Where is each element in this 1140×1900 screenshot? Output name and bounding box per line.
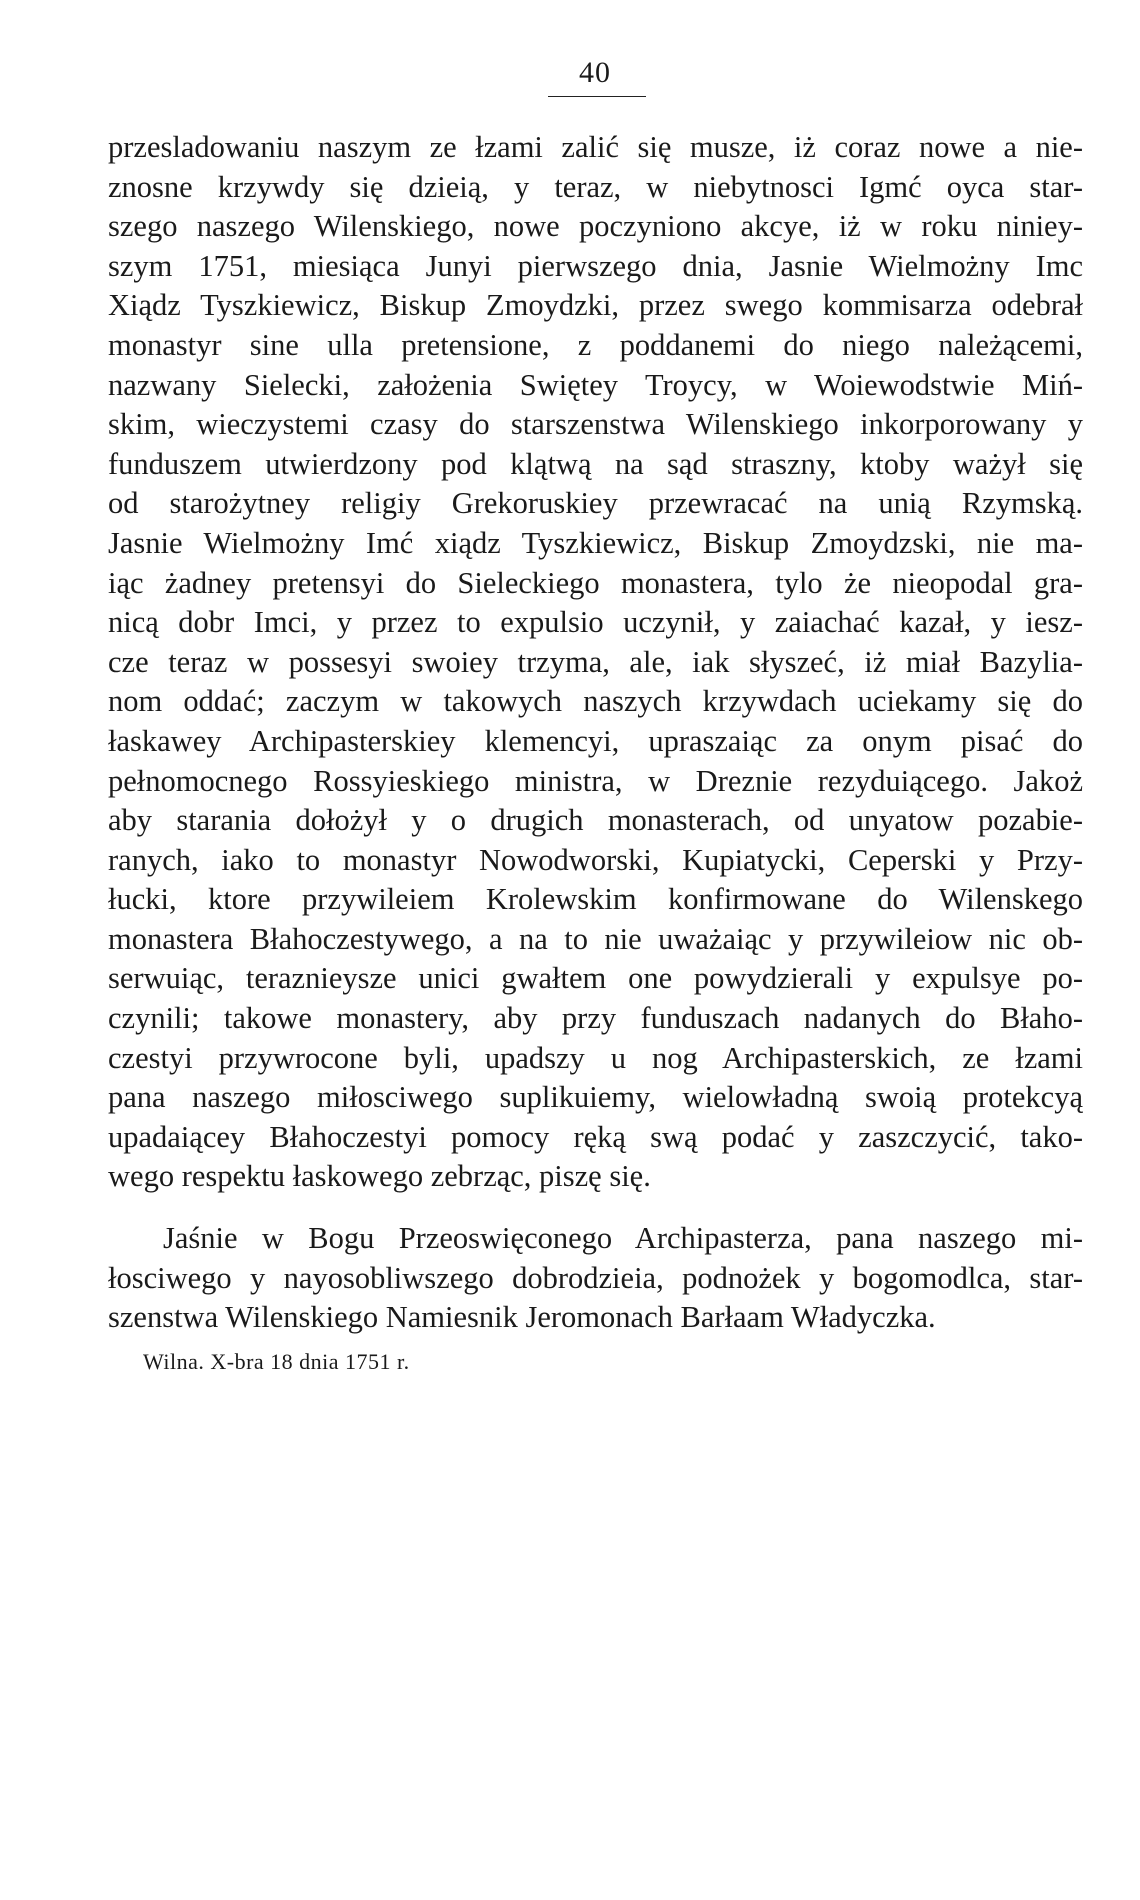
text-line: nicą dobr Imci, y przez to expulsio uczynił, y zaiachać kazał, y iesz- bbox=[108, 605, 1083, 640]
text-line: monastera Błahoczestywego, a na to nie uważaiąc y przywileiow nic ob- bbox=[108, 921, 1083, 956]
text-line: pana naszego miłosciwego suplikuiemy, wielowładną swoią protekcyą bbox=[108, 1080, 1083, 1115]
text-line: czynili; takowe monastery, aby przy funduszach nadanych do Błaho- bbox=[108, 1001, 1083, 1036]
paragraph-gap bbox=[108, 1197, 1083, 1219]
paragraph-1 bbox=[108, 128, 1083, 1197]
text-line: nom oddać; zaczym w takowych naszych krzywdach uciekamy się do bbox=[108, 684, 1083, 719]
text-line: monastyr sine ulla pretensione, z poddanemi do niego należącemi, bbox=[108, 327, 1083, 362]
text-line: łosciwego y nayosobliwszego dobrodzieia, podnożek y bogomodlca, star- bbox=[108, 1260, 1083, 1295]
text-line: od starożytney religiy Grekoruskiey przewracać na unią Rzymską. bbox=[108, 486, 1083, 521]
text-line: pełnomocnego Rossyieskiego ministra, w Dreznie rezyduiącego. Jakoż bbox=[108, 763, 1083, 798]
dateline: Wilna. X-bra 18 dnia 1751 r. bbox=[143, 1348, 410, 1374]
text-line: Jaśnie w Bogu Przeoswięconego Archipasterza, pana naszego mi- bbox=[163, 1221, 1083, 1256]
paragraph-2 bbox=[108, 1219, 1083, 1338]
text-line: funduszem utwierdzony pod klątwą na sąd straszny, ktoby ważył się bbox=[108, 446, 1083, 481]
text-line: szenstwa Wilenskiego Namiesnik Jeromonach Barłaam Władyczka. bbox=[108, 1300, 936, 1335]
text-line: cze teraz w possesyi swoiey trzyma, ale, iak słyszeć, iż miał Bazylia- bbox=[108, 644, 1083, 679]
text-line: ranych, iako to monastyr Nowodworski, Kupiatycki, Ceperski y Przy- bbox=[108, 842, 1083, 877]
page-number: 40 bbox=[579, 56, 611, 89]
text-line: skim, wieczystemi czasy do starszenstwa Wilenskiego inkorporowany y bbox=[108, 407, 1083, 442]
text-line: Xiądz Tyszkiewicz, Biskup Zmoydzki, przez swego kommisarza odebrał bbox=[108, 288, 1083, 323]
text-line: upadaiącey Błahoczestyi pomocy ręką swą podać y zaszczycić, tako- bbox=[108, 1119, 1083, 1154]
text-line: aby starania dołożył y o drugich monasterach, od unyatow pozabie- bbox=[108, 803, 1083, 838]
text-line: iąc żadney pretensyi do Sieleckiego monastera, tylo że nieopodal gra- bbox=[108, 565, 1083, 600]
text-line: nazwany Sielecki, założenia Swiętey Troycy, w Woiewodstwie Miń- bbox=[108, 367, 1083, 402]
text-line: Jasnie Wielmożny Imć xiądz Tyszkiewicz, Biskup Zmoydzski, nie ma- bbox=[108, 525, 1083, 560]
text-line: przesladowaniu naszym ze łzami zalić się musze, iż coraz nowe a nie- bbox=[108, 130, 1083, 164]
body-text bbox=[108, 128, 1083, 1378]
text-line: szym 1751, miesiąca Junyi pierwszego dnia, Jasnie Wielmożny Imc bbox=[108, 248, 1083, 283]
text-line: serwuiąc, teraznieysze unici gwałtem one powydzierali y expulsye po- bbox=[108, 961, 1083, 996]
text-line: łucki, ktore przywileiem Krolewskim konfirmowane do Wilenskego bbox=[108, 882, 1083, 917]
text-line: znosne krzywdy się dzieią, y teraz, w niebytnosci Igmć oyca star- bbox=[108, 169, 1083, 204]
text-line: szego naszego Wilenskiego, nowe poczyniono akcye, iż w roku niniey- bbox=[108, 209, 1083, 244]
text-line: czestyi przywrocone byli, upadszy u nog Archipasterskich, ze łzami bbox=[108, 1040, 1083, 1075]
text-line: łaskawey Archipasterskiey klemencyi, upraszaiąc za onym pisać do bbox=[108, 723, 1083, 758]
page-number-rule bbox=[548, 96, 646, 97]
text-line: wego respektu łaskowego zebrząc, piszę się. bbox=[108, 1159, 651, 1194]
